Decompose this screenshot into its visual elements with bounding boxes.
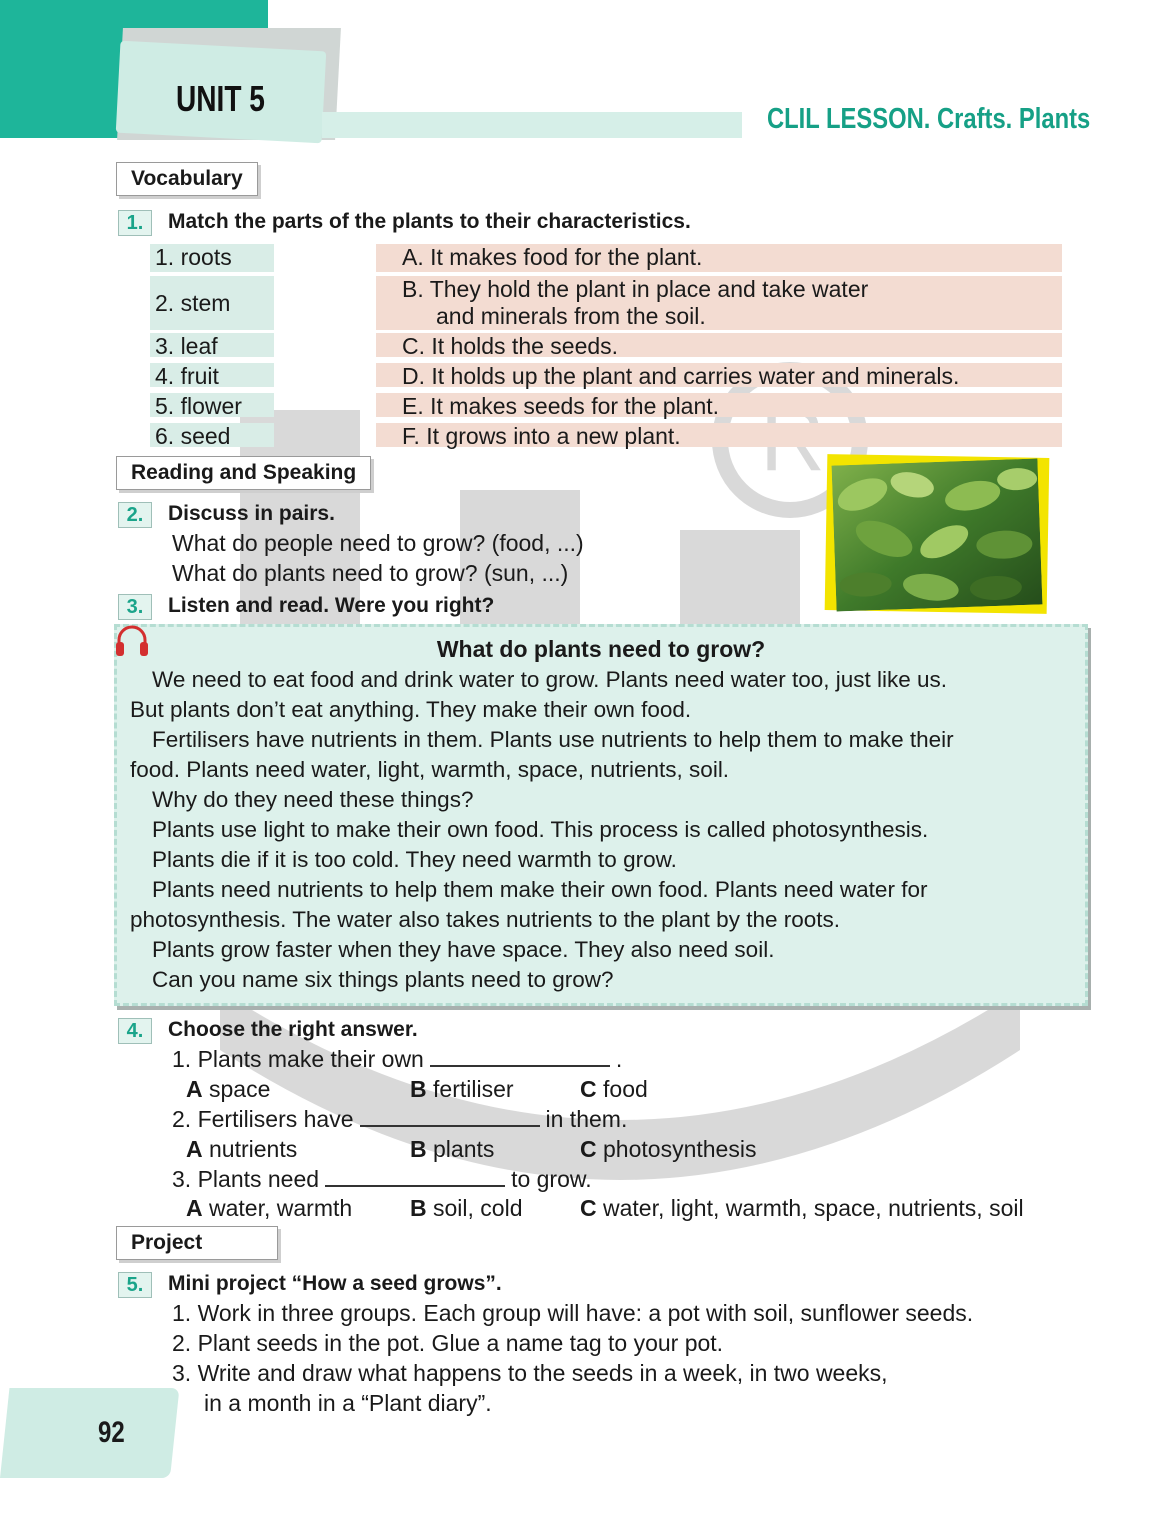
option-c[interactable] xyxy=(580,1076,648,1103)
exercise-instruction: Mini project “How a seed grows”. xyxy=(168,1272,502,1295)
definition-e: E. It makes seeds for the plant. xyxy=(376,393,1062,417)
option-text: space xyxy=(209,1076,271,1102)
question-1 xyxy=(172,1046,622,1073)
reading-title: What do plants need to grow? xyxy=(436,636,766,662)
page-number: 92 xyxy=(98,1416,125,1449)
reading-line: We need to eat food and drink water to grow. Plants need water too, just like us. xyxy=(152,667,948,692)
term-stem: 2. stem xyxy=(150,276,274,330)
section-label-project: Project xyxy=(116,1226,278,1260)
option-text: soil, cold xyxy=(433,1195,523,1221)
definition-a: A. It makes food for the plant. xyxy=(376,244,1062,272)
option-letter: C xyxy=(580,1136,597,1162)
reading-line: Why do they need these things? xyxy=(152,787,474,812)
reading-line: food. Plants need water, light, warmth, space, nutrients, soil. xyxy=(130,757,730,782)
project-step: 1. Work in three groups. Each group will have: a pot with soil, sunflower seeds. xyxy=(172,1300,974,1326)
definition-f: F. It grows into a new plant. xyxy=(376,423,1062,447)
exercise-number: 5. xyxy=(118,1272,152,1298)
answer-blank[interactable] xyxy=(325,1167,505,1187)
exercise-instruction: Listen and read. Were you right? xyxy=(168,594,495,617)
answer-blank[interactable] xyxy=(360,1107,540,1127)
reading-line: Fertilisers have nutrients in them. Plants use nutrients to help them to make their xyxy=(152,727,954,752)
discussion-question: What do people need to grow? (food, ...) xyxy=(172,530,584,556)
option-text: food xyxy=(603,1076,648,1102)
definition-b xyxy=(376,276,1062,330)
reading-line: Plants die if it is too cold. They need warmth to grow. xyxy=(152,847,677,872)
option-b[interactable] xyxy=(410,1076,514,1103)
definition-b-line2: and minerals from the soil. xyxy=(436,303,706,329)
exercise-number: 3. xyxy=(118,594,152,620)
exercise-number: 4. xyxy=(118,1018,152,1044)
option-a[interactable] xyxy=(186,1076,270,1103)
term-fruit: 4. fruit xyxy=(150,363,274,387)
option-c[interactable] xyxy=(580,1136,756,1163)
plant-photo xyxy=(832,458,1043,611)
option-letter: C xyxy=(580,1076,597,1102)
reading-line: Can you name six things plants need to grow? xyxy=(152,967,614,992)
option-letter: A xyxy=(186,1076,203,1102)
exercise-instruction: Match the parts of the plants to their characteristics. xyxy=(168,210,691,233)
option-text: plants xyxy=(433,1136,495,1162)
header-bar xyxy=(322,112,742,138)
term-flower: 5. flower xyxy=(150,393,274,417)
reading-line: photosynthesis. The water also takes nutrients to the plant by the roots. xyxy=(130,907,840,932)
question-3 xyxy=(172,1166,592,1193)
definition-b-line1: B. They hold the plant in place and take water xyxy=(402,276,869,302)
page-number-tab xyxy=(0,1388,179,1478)
question-text: 1. Plants make their own xyxy=(172,1046,424,1072)
term-seed: 6. seed xyxy=(150,423,274,447)
section-label-reading-speaking: Reading and Speaking xyxy=(116,456,371,490)
option-b[interactable] xyxy=(410,1195,523,1222)
definition-c: C. It holds the seeds. xyxy=(376,333,1062,357)
option-a[interactable] xyxy=(186,1195,352,1222)
exercise-instruction: Choose the right answer. xyxy=(168,1018,418,1041)
exercise-instruction: Discuss in pairs. xyxy=(168,502,335,525)
option-a[interactable] xyxy=(186,1136,297,1163)
question-2 xyxy=(172,1106,627,1133)
option-letter: B xyxy=(410,1195,427,1221)
option-letter: C xyxy=(580,1195,597,1221)
term-leaf: 3. leaf xyxy=(150,333,274,357)
reading-line: But plants don’t eat anything. They make their own food. xyxy=(130,697,692,722)
option-text: photosynthesis xyxy=(603,1136,757,1162)
option-text: water, light, warmth, space, nutrients, soil xyxy=(603,1195,1024,1221)
unit-title: UNIT 5 xyxy=(176,78,265,119)
question-text: to grow. xyxy=(511,1166,592,1192)
option-text: nutrients xyxy=(209,1136,298,1162)
option-b[interactable] xyxy=(410,1136,494,1163)
question-text: in them. xyxy=(545,1106,628,1132)
option-letter: A xyxy=(186,1136,203,1162)
exercise-number: 2. xyxy=(118,502,152,528)
reading-line: Plants need nutrients to help them make their own food. Plants need water for xyxy=(152,877,928,902)
project-step: in a month in a “Plant diary”. xyxy=(204,1390,492,1416)
project-step: 3. Write and draw what happens to the seeds in a week, in two weeks, xyxy=(172,1360,888,1386)
option-text: fertiliser xyxy=(433,1076,514,1102)
exercise-number: 1. xyxy=(118,210,152,236)
lesson-title: CLIL LESSON. Crafts. Plants xyxy=(766,103,1090,135)
discussion-question: What do plants need to grow? (sun, ...) xyxy=(172,560,569,586)
reading-line: Plants grow faster when they have space. They also need soil. xyxy=(152,937,775,962)
question-text: . xyxy=(615,1046,623,1072)
reading-line: Plants use light to make their own food. This process is called photosynthesis. xyxy=(152,817,929,842)
term-roots: 1. roots xyxy=(150,244,274,272)
option-letter: B xyxy=(410,1076,427,1102)
option-letter: A xyxy=(186,1195,203,1221)
section-label-vocabulary: Vocabulary xyxy=(116,162,258,196)
option-c[interactable] xyxy=(580,1195,1024,1222)
question-text: 2. Fertilisers have xyxy=(172,1106,354,1132)
option-letter: B xyxy=(410,1136,427,1162)
project-step: 2. Plant seeds in the pot. Glue a name tag to your pot. xyxy=(172,1330,724,1356)
question-text: 3. Plants need xyxy=(172,1166,320,1192)
definition-d: D. It holds up the plant and carries water and minerals. xyxy=(376,363,1062,387)
option-text: water, warmth xyxy=(209,1195,353,1221)
answer-blank[interactable] xyxy=(430,1047,610,1067)
